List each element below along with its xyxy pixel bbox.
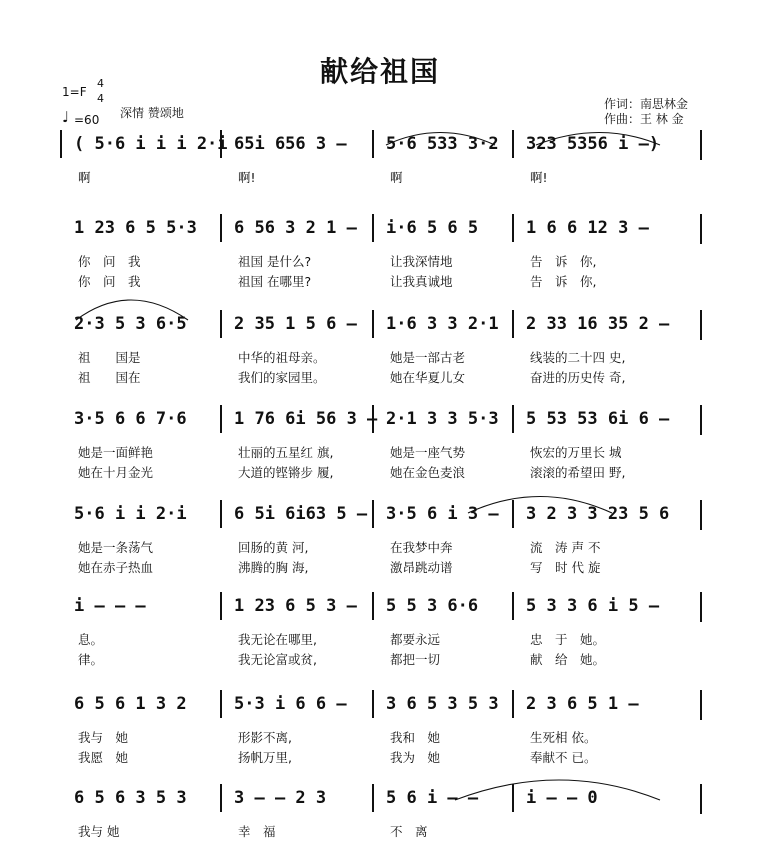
bar-line (372, 500, 374, 528)
lyric-text: 她是一条荡气 (78, 540, 154, 555)
lyric-text: 啊 (78, 170, 91, 185)
measure-notes: 6 5 6 3 5 3 (74, 788, 187, 808)
bar-line (512, 310, 514, 338)
bar-line (220, 310, 222, 338)
lyric-text: 奋进的历史传 奇, (530, 370, 626, 385)
measure-notes: 3·5 6 6 7·6 (74, 409, 187, 429)
measure-notes: 5·3 i 6 6 – (234, 694, 347, 714)
measure-notes: 3 2 3 3 23 5 6 (526, 504, 670, 524)
measure-notes: 2 35 1 5 6 – (234, 314, 357, 334)
measure-notes: 1·6 3 3 2·1 (386, 314, 499, 334)
bar-line (512, 690, 514, 718)
bar-line (512, 592, 514, 620)
lyric-text: 激昂跳动谱 (390, 560, 453, 575)
measure-notes: 1 76 6i 56 3 – (234, 409, 378, 429)
lyric-text: 她在赤子热血 (78, 560, 154, 575)
lyric-text: 她是一面鲜艳 (78, 445, 154, 460)
lyric-text: 律。 (78, 652, 104, 667)
song-title: 献给祖国 (319, 55, 440, 88)
measure-notes: i·6 5 6 5 (386, 218, 479, 238)
measure-notes: 5·6 i i 2·i (74, 504, 187, 524)
expression-marking: 深情 赞颂地 (120, 106, 184, 120)
bar-line (700, 690, 702, 720)
measure-notes: 1 23 6 5 5·3 (74, 218, 197, 238)
measure-notes: 3 6 5 3 5 3 (386, 694, 499, 714)
lyric-text: 忠 于 她。 (530, 632, 606, 647)
lyric-text: 让我真诚地 (390, 274, 453, 289)
lyric-text: 啊 (390, 170, 403, 185)
lyric-text: 我和 她 (390, 730, 441, 745)
lyric-text: 我为 她 (390, 750, 441, 765)
measure-notes: 2 3 6 5 1 – (526, 694, 639, 714)
lyric-text: 幸 福 (238, 824, 276, 839)
measure-notes: 1 23 6 5 3 – (234, 596, 357, 616)
lyric-text: 她是一部古老 (390, 350, 466, 365)
lyric-text: 滚滚的希望田 野, (530, 465, 626, 480)
lyric-text: 不 离 (390, 824, 428, 839)
bar-line (372, 690, 374, 718)
measure-notes: 2·3 5 3 6·5 (74, 314, 187, 334)
measure-notes: 6 5i 6i63 5 – (234, 504, 368, 524)
quarter-note-icon: ♩ (62, 108, 70, 126)
measure-notes: 323 5356 i –) (526, 134, 660, 154)
lyric-text: 形影不离, (238, 730, 292, 745)
bar-line (700, 310, 702, 340)
lyric-text: 祖 国是 (78, 350, 141, 365)
measure-notes: 5 6 i – – (386, 788, 479, 808)
bar-line (700, 784, 702, 814)
lyric-text: 啊! (238, 170, 256, 185)
measure-notes: 6 56 3 2 1 – (234, 218, 357, 238)
bar-line (220, 592, 222, 620)
bar-line (512, 784, 514, 812)
bar-line (700, 500, 702, 530)
lyric-text: 祖 国在 (78, 370, 141, 385)
lyric-text: 我们的家园里。 (238, 370, 326, 385)
lyric-text: 献 给 她。 (530, 652, 606, 667)
bar-line (372, 214, 374, 242)
bar-line (220, 500, 222, 528)
time-signature-bottom: 4 (97, 92, 104, 105)
lyric-text: 奉献不 已。 (530, 750, 597, 765)
lyric-text: 你 问 我 (78, 254, 141, 269)
key-signature: 1=F (62, 85, 87, 99)
measure-notes: 5 3 3 6 i 5 – (526, 596, 660, 616)
bar-line (220, 405, 222, 433)
measure-notes: 3·5 6 i 3 – (386, 504, 499, 524)
bar-line (700, 405, 702, 435)
lyric-text: 恢宏的万里长 城 (530, 445, 622, 460)
lyric-text: 我无论富或贫, (238, 652, 317, 667)
lyric-text: 流 涛 声 不 (530, 540, 601, 555)
measure-notes: ( 5·6 i i i 2·i (74, 134, 228, 154)
tempo-marking: =60 (74, 113, 100, 127)
lyric-text: 我无论在哪里, (238, 632, 317, 647)
measure-notes: 2·1 3 3 5·3 (386, 409, 499, 429)
lyric-text: 息。 (78, 632, 104, 647)
measure-notes: 6 5 6 1 3 2 (74, 694, 187, 714)
lyric-text: 她在十月金光 (78, 465, 154, 480)
bar-line (700, 214, 702, 244)
measure-notes: 65i 656 3 – (234, 134, 347, 154)
bar-line (512, 130, 514, 158)
lyric-text: 都把一切 (390, 652, 441, 667)
lyric-text: 她是一座气势 (390, 445, 466, 460)
bar-line (220, 214, 222, 242)
lyric-text: 她在金色麦浪 (390, 465, 466, 480)
bar-line (60, 130, 62, 158)
bar-line (372, 130, 374, 158)
measure-notes: i – – – (74, 596, 146, 616)
lyric-text: 中华的祖母亲。 (238, 350, 326, 365)
bar-line (700, 592, 702, 622)
bar-line (512, 214, 514, 242)
lyric-text: 啊! (530, 170, 548, 185)
lyric-text: 我与 她 (78, 730, 129, 745)
lyric-text: 扬帆万里, (238, 750, 292, 765)
measure-notes: 5·6 533 3·2 (386, 134, 499, 154)
lyric-text: 我与 她 (78, 824, 120, 839)
lyric-text: 线装的二十四 史, (530, 350, 626, 365)
bar-line (372, 592, 374, 620)
lyric-text: 壮丽的五星红 旗, (238, 445, 334, 460)
bar-line (220, 784, 222, 812)
bar-line (372, 784, 374, 812)
lyric-text: 告 诉 你, (530, 254, 597, 269)
measure-notes: 1 6 6 12 3 – (526, 218, 649, 238)
measure-notes: 5 53 53 6i 6 – (526, 409, 670, 429)
measure-notes: i – – 0 (526, 788, 598, 808)
time-signature-top: 4 (97, 77, 104, 90)
lyric-text: 沸腾的胸 海, (238, 560, 309, 575)
bar-line (512, 500, 514, 528)
lyric-text: 你 问 我 (78, 274, 141, 289)
lyric-text: 告 诉 你, (530, 274, 597, 289)
lyric-text: 我愿 她 (78, 750, 129, 765)
bar-line (700, 130, 702, 160)
lyric-text: 都要永远 (390, 632, 441, 647)
lyric-text: 祖国 在哪里? (238, 274, 312, 289)
lyric-text: 她在华夏儿女 (390, 370, 466, 385)
lyric-text: 写 时 代 旋 (530, 560, 601, 575)
lyric-text: 祖国 是什么? (238, 254, 312, 269)
bar-line (220, 690, 222, 718)
lyric-text: 让我深情地 (390, 254, 453, 269)
lyric-text: 生死相 依。 (530, 730, 597, 745)
lyric-text: 大道的铿锵步 履, (238, 465, 334, 480)
measure-notes: 5 5 3 6·6 (386, 596, 479, 616)
bar-line (512, 405, 514, 433)
bar-line (372, 310, 374, 338)
measure-notes: 2 33 16 35 2 – (526, 314, 670, 334)
lyric-text: 回肠的黄 河, (238, 540, 309, 555)
lyricist-credit: 作词：南思林金 (604, 97, 689, 111)
lyric-text: 在我梦中奔 (390, 540, 453, 555)
measure-notes: 3 – – 2 3 (234, 788, 327, 808)
composer-credit: 作曲：王 林 金 (604, 112, 684, 126)
